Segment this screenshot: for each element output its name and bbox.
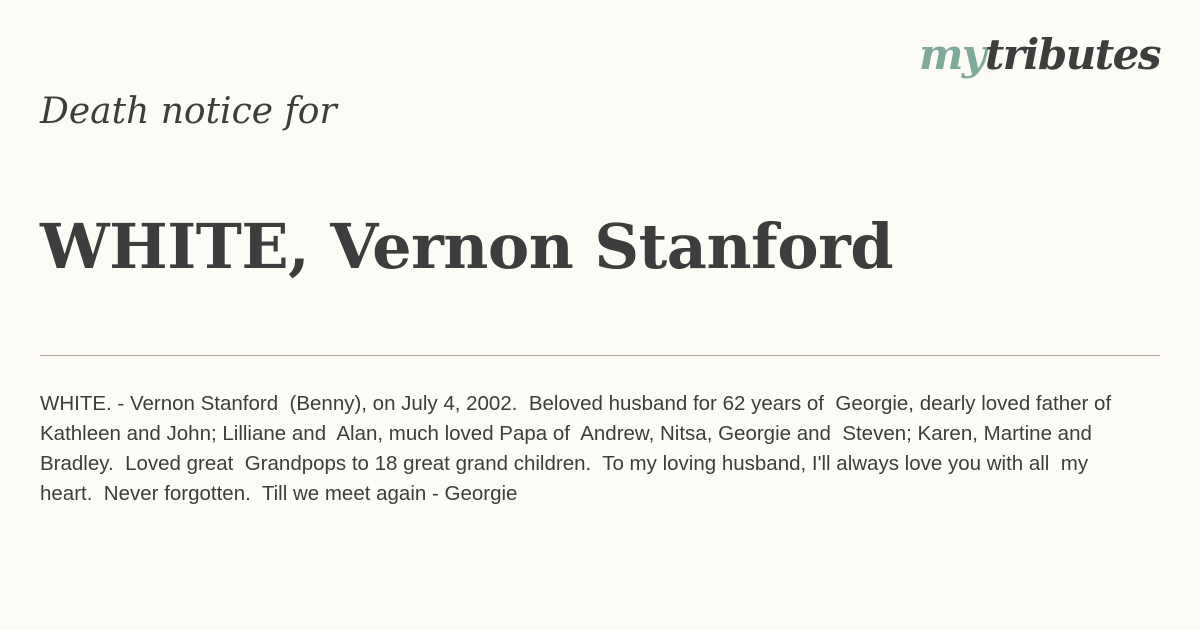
deceased-name: WHITE, Vernon Stanford [40, 210, 894, 283]
logo-part-tributes: tributes [984, 30, 1160, 79]
logo-part-my: my [918, 30, 985, 79]
mytributes-logo[interactable] [918, 30, 1160, 79]
notice-text: WHITE. - Vernon Stanford (Benny), on July 4, 2002. Beloved husband for 62 years of Georgie, dearly loved father of Kathleen and John; Lilliane and Alan, much loved Papa of Andrew, Nitsa, Georgie and Steven; Karen, Martine and Bradley. Loved great Grandpops to 18 great grand children. To my loving husband, I'll always love you with all my heart. Never forgotten. Till we meet again - Georgie [40, 392, 1123, 505]
notice-subtitle: Death notice for [40, 91, 337, 132]
divider [40, 355, 1160, 356]
